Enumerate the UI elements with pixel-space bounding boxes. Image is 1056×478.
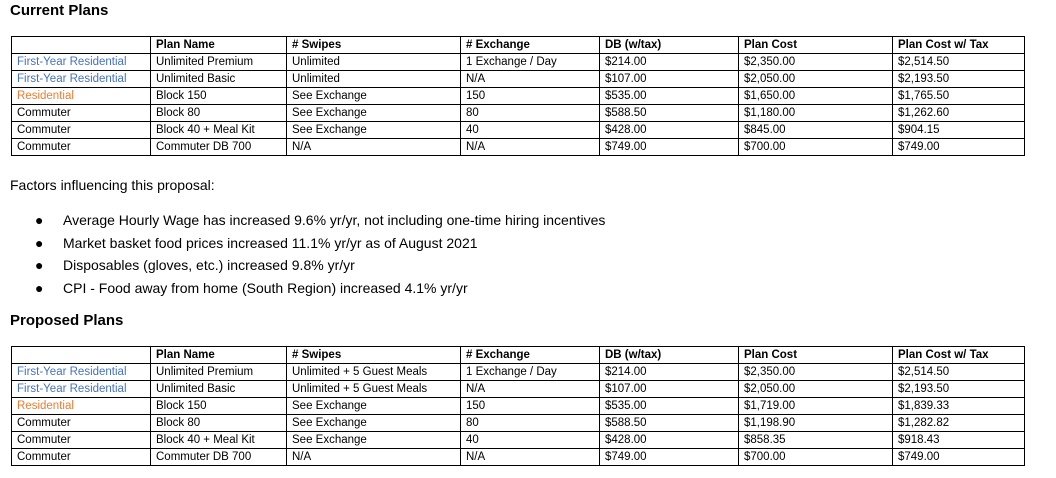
cell-exchange: 40 — [461, 432, 600, 449]
cell-plan-cost: $1,719.00 — [739, 398, 893, 415]
cell-plan-name: Commuter DB 700 — [151, 139, 287, 156]
table-body — [12, 364, 1025, 466]
cell-exchange: 1 Exchange / Day — [461, 54, 600, 71]
cell-plan-cost-tax: $904.15 — [893, 122, 1025, 139]
cell-db: $588.50 — [600, 105, 739, 122]
cell-swipes: N/A — [287, 449, 461, 466]
table-row — [12, 71, 1025, 88]
cell-plan-cost-tax: $749.00 — [893, 449, 1025, 466]
cell-plan-cost: $2,050.00 — [739, 381, 893, 398]
cell-type: First-Year Residential — [12, 71, 151, 88]
cell-plan-cost-tax: $1,262.60 — [893, 105, 1025, 122]
table-row — [12, 139, 1025, 156]
table-row — [12, 105, 1025, 122]
cell-db: $214.00 — [600, 364, 739, 381]
factor-text: CPI - Food away from home (South Region) increased 4.1% yr/yr — [63, 279, 468, 296]
factor-text: Average Hourly Wage has increased 9.6% yr/yr, not including one-time hiring incentives — [63, 212, 606, 228]
cell-type: Commuter — [12, 449, 151, 466]
cell-swipes: See Exchange — [287, 122, 461, 139]
cell-type: Residential — [12, 88, 151, 105]
cell-type: Commuter — [12, 432, 151, 449]
header-cell-plan-name: Plan Name — [151, 37, 287, 54]
cell-plan-cost: $845.00 — [739, 122, 893, 139]
cell-plan-cost: $2,350.00 — [739, 364, 893, 381]
factor-item — [30, 232, 605, 255]
header-cell-db: DB (w/tax) — [600, 37, 739, 54]
table-row — [12, 449, 1025, 466]
cell-exchange: N/A — [461, 71, 600, 88]
table-row — [12, 364, 1025, 381]
bullet-icon: ● — [35, 212, 44, 228]
cell-type: Commuter — [12, 415, 151, 432]
cell-db: $107.00 — [600, 381, 739, 398]
header-cell-plan-cost-tax: Plan Cost w/ Tax — [893, 347, 1025, 364]
table-row — [12, 398, 1025, 415]
factor-item — [30, 277, 605, 300]
header-cell-plan-cost-tax: Plan Cost w/ Tax — [893, 37, 1025, 54]
cell-plan-cost: $858.35 — [739, 432, 893, 449]
factor-item — [30, 254, 605, 277]
cell-plan-name: Unlimited Basic — [151, 71, 287, 88]
cell-plan-cost: $2,350.00 — [739, 54, 893, 71]
cell-type: First-Year Residential — [12, 381, 151, 398]
bullet-icon: ● — [35, 257, 44, 273]
cell-plan-cost: $1,650.00 — [739, 88, 893, 105]
header-cell-swipes: # Swipes — [287, 37, 461, 54]
header-cell-exchange: # Exchange — [461, 347, 600, 364]
proposed-plans-table — [11, 346, 1025, 466]
cell-exchange: 80 — [461, 415, 600, 432]
cell-plan-name: Block 150 — [151, 398, 287, 415]
cell-exchange: N/A — [461, 449, 600, 466]
table-row — [12, 432, 1025, 449]
cell-plan-cost: $700.00 — [739, 139, 893, 156]
cell-exchange: 40 — [461, 122, 600, 139]
table-row — [12, 54, 1025, 71]
cell-plan-cost-tax: $2,193.50 — [893, 381, 1025, 398]
cell-plan-cost-tax: $1,765.50 — [893, 88, 1025, 105]
cell-exchange: 1 Exchange / Day — [461, 364, 600, 381]
table-header-row — [12, 347, 1025, 364]
factors-list — [30, 209, 605, 299]
header-cell-plan-cost: Plan Cost — [739, 37, 893, 54]
header-cell-exchange: # Exchange — [461, 37, 600, 54]
cell-type: First-Year Residential — [12, 54, 151, 71]
cell-exchange: N/A — [461, 139, 600, 156]
cell-swipes: See Exchange — [287, 88, 461, 105]
cell-db: $214.00 — [600, 54, 739, 71]
factors-title: Factors influencing this proposal: — [10, 177, 215, 193]
cell-db: $535.00 — [600, 88, 739, 105]
cell-plan-cost: $1,198.90 — [739, 415, 893, 432]
cell-db: $749.00 — [600, 139, 739, 156]
table-row — [12, 415, 1025, 432]
cell-db: $588.50 — [600, 415, 739, 432]
table-header-row — [12, 37, 1025, 54]
cell-plan-cost-tax: $2,514.50 — [893, 364, 1025, 381]
cell-db: $749.00 — [600, 449, 739, 466]
cell-plan-cost-tax: $749.00 — [893, 139, 1025, 156]
cell-type: Commuter — [12, 105, 151, 122]
cell-plan-cost: $700.00 — [739, 449, 893, 466]
header-cell-plan-cost: Plan Cost — [739, 347, 893, 364]
table-row — [12, 122, 1025, 139]
header-cell-type — [12, 37, 151, 54]
cell-swipes: See Exchange — [287, 415, 461, 432]
cell-swipes: Unlimited + 5 Guest Meals — [287, 364, 461, 381]
cell-db: $535.00 — [600, 398, 739, 415]
header-cell-db: DB (w/tax) — [600, 347, 739, 364]
cell-plan-cost-tax: $2,514.50 — [893, 54, 1025, 71]
cell-plan-cost-tax: $1,839.33 — [893, 398, 1025, 415]
cell-plan-cost: $1,180.00 — [739, 105, 893, 122]
factor-text: Market basket food prices increased 11.1% yr/yr as of August 2021 — [63, 234, 478, 251]
table-body — [12, 54, 1025, 156]
cell-plan-cost-tax: $918.43 — [893, 432, 1025, 449]
cell-plan-name: Block 40 + Meal Kit — [151, 122, 287, 139]
cell-swipes: See Exchange — [287, 398, 461, 415]
factor-text: Disposables (gloves, etc.) increased 9.8% yr/yr — [63, 257, 355, 273]
cell-swipes: Unlimited — [287, 71, 461, 88]
cell-plan-cost-tax: $2,193.50 — [893, 71, 1025, 88]
header-cell-type — [12, 347, 151, 364]
cell-plan-name: Block 80 — [151, 415, 287, 432]
cell-plan-name: Commuter DB 700 — [151, 449, 287, 466]
cell-swipes: See Exchange — [287, 432, 461, 449]
cell-plan-name: Unlimited Basic — [151, 381, 287, 398]
header-cell-swipes: # Swipes — [287, 347, 461, 364]
cell-type: Residential — [12, 398, 151, 415]
cell-plan-cost: $2,050.00 — [739, 71, 893, 88]
cell-swipes: N/A — [287, 139, 461, 156]
cell-exchange: 150 — [461, 398, 600, 415]
current-plans-table — [11, 36, 1025, 156]
cell-swipes: See Exchange — [287, 105, 461, 122]
cell-plan-name: Block 80 — [151, 105, 287, 122]
cell-plan-name: Block 150 — [151, 88, 287, 105]
cell-db: $428.00 — [600, 432, 739, 449]
cell-exchange: 80 — [461, 105, 600, 122]
proposed-plans-heading: Proposed Plans — [10, 312, 124, 329]
cell-plan-cost-tax: $1,282.82 — [893, 415, 1025, 432]
cell-exchange: 150 — [461, 88, 600, 105]
bullet-icon: ● — [35, 279, 44, 296]
current-plans-heading: Current Plans — [10, 2, 109, 19]
cell-plan-name: Block 40 + Meal Kit — [151, 432, 287, 449]
table-row — [12, 88, 1025, 105]
table-row — [12, 381, 1025, 398]
cell-exchange: N/A — [461, 381, 600, 398]
cell-type: First-Year Residential — [12, 364, 151, 381]
cell-type: Commuter — [12, 122, 151, 139]
header-cell-plan-name: Plan Name — [151, 347, 287, 364]
factor-item — [30, 209, 605, 232]
cell-swipes: Unlimited + 5 Guest Meals — [287, 381, 461, 398]
cell-db: $107.00 — [600, 71, 739, 88]
cell-db: $428.00 — [600, 122, 739, 139]
cell-plan-name: Unlimited Premium — [151, 364, 287, 381]
bullet-icon: ● — [35, 234, 44, 251]
cell-type: Commuter — [12, 139, 151, 156]
cell-swipes: Unlimited — [287, 54, 461, 71]
cell-plan-name: Unlimited Premium — [151, 54, 287, 71]
